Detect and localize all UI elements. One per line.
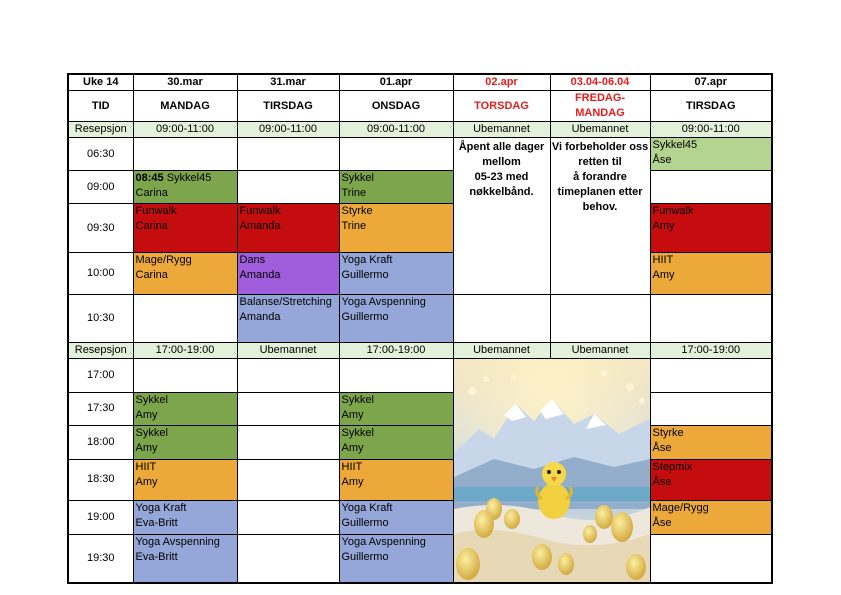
class-time: 08:45 (135, 172, 164, 184)
class-title: Sykkel45 (652, 139, 698, 151)
class-instructor: Amy (341, 408, 364, 421)
reception-cell: 09:00-11:00 (650, 122, 772, 138)
class-instructor: Amanda (239, 269, 281, 281)
class-title: HIIT (341, 460, 363, 473)
note-line: behov. (582, 201, 618, 213)
time-row (68, 426, 772, 460)
class-cell (339, 459, 453, 501)
class-instructor: Eva-Britt (135, 517, 178, 530)
reception-cell: Ubemannet (453, 343, 550, 359)
class-cell (339, 295, 453, 343)
class-cell (237, 253, 339, 295)
time-cell: 17:00 (68, 359, 133, 393)
class-title: Dans (239, 254, 266, 266)
class-instructor: Guillermo (341, 517, 389, 530)
reception-cell: 17:00-19:00 (133, 343, 237, 359)
class-title: Yoga Kraft (341, 502, 393, 515)
class-instructor: Amy (135, 442, 158, 455)
class-title: Yoga Kraft (341, 254, 393, 266)
note-line: timeplanen etter (557, 186, 643, 198)
class-title: HIIT (135, 460, 157, 473)
class-cell (650, 253, 772, 295)
class-instructor: Amanda (239, 311, 281, 323)
empty-cell (550, 295, 650, 343)
class-instructor: Åse (652, 517, 672, 530)
class-title: Yoga Avspenning (135, 535, 220, 548)
reception-cell: Ubemannet (550, 122, 650, 138)
class-instructor: Åse (652, 442, 672, 455)
class-cell (133, 392, 237, 426)
time-row (68, 459, 772, 501)
class-instructor: Amy (652, 269, 675, 281)
class-title: Sykkel (341, 427, 374, 440)
time-cell: 17:30 (68, 392, 133, 426)
empty-cell (237, 534, 339, 583)
class-title: Stepmix (652, 460, 693, 473)
class-title: Sykkel (135, 427, 168, 440)
class-title: Balanse/Stretching (239, 296, 332, 308)
time-cell: 09:00 (68, 171, 133, 204)
date-tue: 31.mar (237, 74, 339, 91)
note-line: retten til (578, 156, 622, 168)
reception-cell: Ubemannet (237, 343, 339, 359)
empty-cell (237, 459, 339, 501)
class-title: Mage/Rygg (135, 254, 192, 266)
class-cell (133, 171, 237, 204)
empty-cell (133, 359, 237, 393)
time-cell: 19:00 (68, 501, 133, 535)
class-cell (339, 392, 453, 426)
note-line: Åpent alle dager (458, 141, 545, 153)
reception-label: Resepsjon (68, 122, 133, 138)
schedule-table (67, 73, 773, 584)
header-day-row (68, 91, 772, 122)
class-cell (339, 253, 453, 295)
class-instructor: Åse (652, 475, 672, 488)
class-cell (650, 426, 772, 460)
class-instructor: Guillermo (341, 269, 389, 281)
class-instructor: Amy (341, 475, 364, 488)
time-row (68, 392, 772, 426)
class-cell (650, 501, 772, 535)
class-title: Sykkel (341, 393, 374, 406)
class-instructor: Amy (135, 475, 158, 488)
class-cell (339, 426, 453, 460)
class-cell (133, 426, 237, 460)
note-line: nøkkelbånd. (469, 186, 534, 198)
time-row (68, 171, 772, 204)
week-label: Uke 14 (68, 74, 133, 91)
note-line: å forandre (573, 171, 627, 183)
time-row (68, 253, 772, 295)
date-mon: 30.mar (133, 74, 237, 91)
empty-cell (650, 392, 772, 426)
date-wed: 01.apr (339, 74, 453, 91)
empty-cell (650, 171, 772, 204)
class-instructor: Amy (341, 442, 364, 455)
day-tue07: TIRSDAG (650, 91, 772, 122)
class-instructor: Carina (135, 220, 168, 232)
class-title: Sykkel (341, 172, 374, 184)
class-title: Funwalk (239, 205, 281, 217)
day-fri-mon: FREDAG-MANDAG (550, 91, 650, 122)
reception-cell: 09:00-11:00 (339, 122, 453, 138)
class-cell (339, 501, 453, 535)
time-row (68, 501, 772, 535)
empty-cell (650, 534, 772, 583)
class-title: Funwalk (652, 205, 694, 217)
class-title: Mage/Rygg (652, 502, 709, 515)
time-cell: 09:30 (68, 204, 133, 253)
time-row (68, 204, 772, 253)
reception-cell: Ubemannet (550, 343, 650, 359)
reception-cell: 17:00-19:00 (339, 343, 453, 359)
reception-cell: 17:00-19:00 (650, 343, 772, 359)
empty-cell (237, 392, 339, 426)
class-instructor: Åse (652, 154, 672, 166)
class-cell (339, 204, 453, 253)
class-title: Funwalk (135, 205, 177, 217)
class-cell (650, 138, 772, 171)
day-wed: ONSDAG (339, 91, 453, 122)
empty-cell (237, 501, 339, 535)
class-cell (650, 204, 772, 253)
date-thu: 02.apr (453, 74, 550, 91)
class-instructor: Trine (341, 220, 367, 232)
easter-chick-picture (454, 359, 650, 582)
class-cell (133, 534, 237, 583)
reception-cell: 09:00-11:00 (133, 122, 237, 138)
time-cell: 18:30 (68, 459, 133, 501)
empty-cell (339, 138, 453, 171)
class-cell (133, 204, 237, 253)
note-line: mellom (482, 156, 521, 168)
empty-cell (237, 171, 339, 204)
class-instructor: Guillermo (341, 311, 389, 323)
class-cell (237, 204, 339, 253)
class-title: Yoga Avspenning (341, 296, 426, 308)
day-mon: MANDAG (133, 91, 237, 122)
empty-cell (133, 295, 237, 343)
class-instructor: Amy (652, 220, 675, 232)
class-instructor: Amanda (239, 220, 281, 232)
date-tue07: 07.apr (650, 74, 772, 91)
class-instructor: Carina (135, 187, 168, 199)
time-cell: 10:00 (68, 253, 133, 295)
thursday-note (453, 138, 550, 295)
class-instructor: Eva-Britt (135, 550, 178, 563)
class-title: Yoga Avspenning (341, 535, 426, 548)
class-cell (650, 459, 772, 501)
header-week-row (68, 74, 772, 91)
reception-cell: 09:00-11:00 (237, 122, 339, 138)
class-title: Yoga Kraft (135, 502, 187, 515)
class-cell (133, 501, 237, 535)
class-cell (133, 459, 237, 501)
class-cell (339, 534, 453, 583)
time-row (68, 295, 772, 343)
time-cell: 10:30 (68, 295, 133, 343)
class-cell (237, 295, 339, 343)
time-cell: 06:30 (68, 138, 133, 171)
empty-cell (237, 426, 339, 460)
class-title: HIIT (652, 254, 674, 266)
empty-cell (453, 295, 550, 343)
time-row (68, 138, 772, 171)
empty-cell (339, 359, 453, 393)
class-cell (339, 171, 453, 204)
class-title: Styrke (341, 205, 373, 217)
time-row (68, 359, 772, 393)
class-instructor: Guillermo (341, 550, 389, 563)
class-instructor: Amy (135, 408, 158, 421)
note-line: 05-23 med (474, 171, 529, 183)
class-title: Sykkel (135, 393, 168, 406)
class-title: Styrke (652, 427, 684, 440)
class-instructor: Carina (135, 269, 168, 281)
day-thu: TORSDAG (453, 91, 550, 122)
easter-image (453, 359, 650, 584)
class-cell (133, 253, 237, 295)
empty-cell (237, 359, 339, 393)
day-tue: TIRSDAG (237, 91, 339, 122)
note-line: Vi forbeholder oss (551, 141, 649, 153)
empty-cell (133, 138, 237, 171)
time-label: TID (68, 91, 133, 122)
empty-cell (650, 359, 772, 393)
class-instructor: Trine (341, 187, 367, 199)
class-title: Sykkel45 (163, 172, 212, 184)
time-cell: 18:00 (68, 426, 133, 460)
reception-row-evening (68, 343, 772, 359)
reception-label: Resepsjon (68, 343, 133, 359)
time-row (68, 534, 772, 583)
empty-cell (237, 138, 339, 171)
friday-note (550, 138, 650, 295)
empty-cell (650, 295, 772, 343)
time-cell: 19:30 (68, 534, 133, 583)
reception-cell: Ubemannet (453, 122, 550, 138)
date-fri-mon: 03.04-06.04 (550, 74, 650, 91)
reception-row-morning (68, 122, 772, 138)
